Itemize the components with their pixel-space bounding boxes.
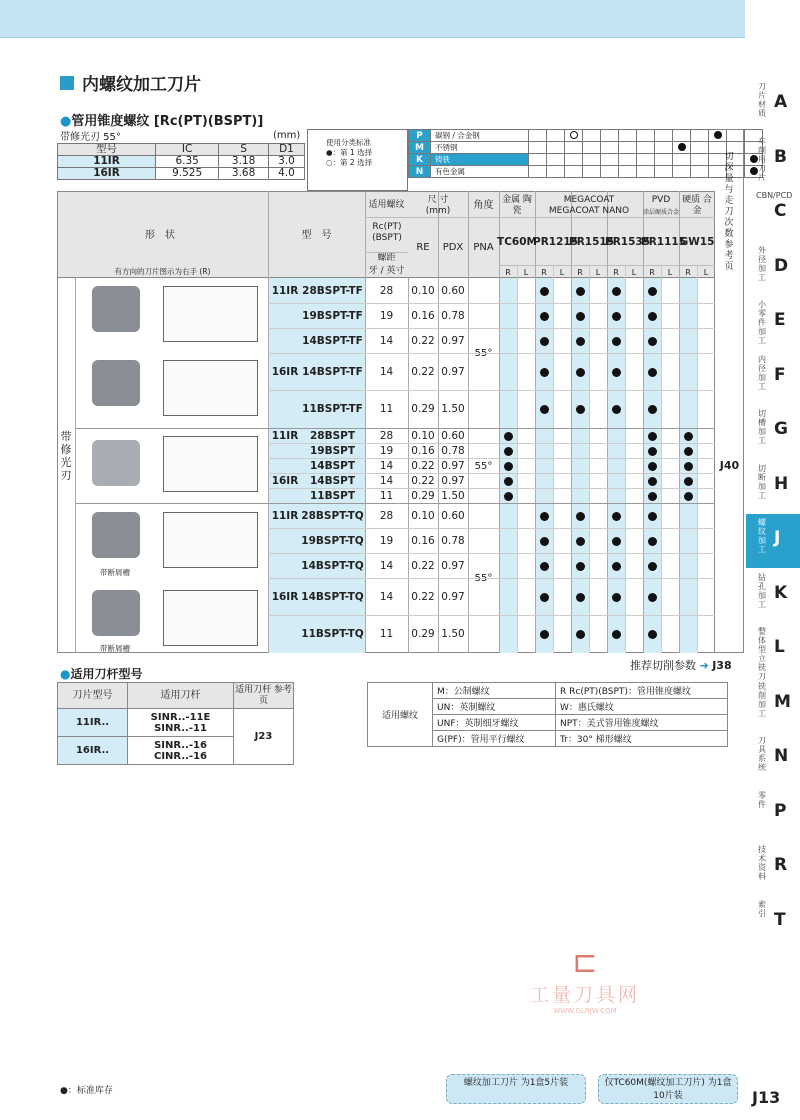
stock-dot [612,512,621,521]
pdx-value: 0.97 [441,334,465,347]
insert-photo [92,360,140,406]
group-page-ref: J40 [719,459,740,472]
side-tab-h[interactable]: 切断加工 H [758,463,789,500]
side-tab-l[interactable]: 整体型立铣刀 L [758,627,785,681]
stock-dot [648,447,657,456]
stock-dot [576,312,585,321]
unit-label: (mm) [273,130,301,141]
page-number: J13 [752,1088,781,1107]
re-value: 0.22 [411,459,435,472]
model-name: 14BSPT-TF [302,334,363,347]
stock-dot [648,562,657,571]
pdx-value: 0.60 [441,429,465,442]
stock-dot [504,432,513,441]
tpi-value: 28 [379,284,394,297]
model-name: 14BSPT-TF [302,365,363,378]
grade-header: TC60M [497,236,537,248]
stock-dot [612,337,621,346]
grade-header: GW15 [679,236,715,248]
tpi-value: 19 [379,309,394,322]
hand-label: L [559,268,565,277]
stock-dot [648,630,657,639]
pdx-value: 0.60 [441,284,465,297]
stock-dot [612,537,621,546]
hand-label: R [505,268,511,277]
hand-label: L [667,268,673,277]
header-model: 型 号 [301,230,332,241]
pack-info-pill: 仅TC60M(螺纹加工刀片) 为1盒10片装 [598,1074,738,1104]
model-name: 11BSPT-TF [302,403,363,415]
page-title: 内螺纹加工刀片 [60,70,201,95]
model-prefix: 11IR [271,284,299,297]
stock-dot [648,312,657,321]
grade-header: PR1535 [605,236,651,248]
header-shape: 形 状 [145,230,175,241]
insert-photo [92,440,140,486]
circle-open-icon [570,131,578,139]
spec-cell: 16IR [58,168,156,180]
header-size: 尺 寸 (mm) [425,195,451,216]
material-table: P 碳钢 / 合金钢 M 不锈钢 K 铸铁 N 有色金属 [408,129,763,178]
re-value: 0.10 [411,284,435,297]
pdx-value: 1.50 [441,403,465,415]
hand-label: L [523,268,529,277]
model-prefix: 11IR [271,509,299,522]
pack-info-pill: 螺纹加工刀片 为1盒5片装 [446,1074,586,1104]
stock-dot [648,593,657,602]
side-tab-n[interactable]: 刀具系统 N [758,736,789,772]
model-name: 14BSPT-TQ [301,590,364,603]
model-prefix: 11IR [271,429,299,442]
stock-dot [648,337,657,346]
stock-dot [684,432,693,441]
stock-dot [576,368,585,377]
tpi-value: 14 [379,334,394,347]
insert-diagram [163,286,258,342]
model-prefix: 16IR [271,365,299,378]
spec-cell: 3.0 [268,156,304,168]
pdx-value: 1.50 [441,489,465,502]
tpi-value: 19 [379,534,394,547]
pdx-value: 0.78 [441,534,465,547]
side-tab-a[interactable]: 刀片材质 A [758,82,788,118]
insert-photo [92,286,140,332]
model-name: 11BSPT-TQ [301,628,364,640]
stock-dot [648,368,657,377]
header-angle: 角度 [473,200,494,211]
stock-dot [612,368,621,377]
model-prefix: 16IR [271,590,299,603]
hand-label: R [685,268,691,277]
stock-dot [684,462,693,471]
stock-dot [648,492,657,501]
spec-header: 型号 [58,144,156,156]
caption: 带修光刃 55° [60,132,121,143]
hand-label: R [577,268,583,277]
dot-icon [678,143,686,151]
side-tab-f[interactable]: 内径加工 F [758,354,786,391]
stock-dot [612,287,621,296]
pdx-value: 0.97 [441,365,465,378]
tpi-value: 14 [379,474,394,487]
side-tab-p[interactable]: 零件 P [758,790,787,821]
header-right-hand: 有方向的刀片图示为右手 (R) [114,267,211,276]
bullet-icon: ● [60,114,72,129]
insert-diagram [163,360,258,416]
model-name: 14BSPT [309,474,356,487]
image-caption: 带断屑槽 [100,644,130,653]
model-name: 28BSPT-TQ [301,509,364,522]
side-tab-d[interactable]: 外径加工 D [758,245,789,282]
spec-cell: 3.18 [219,156,269,168]
stock-dot [576,630,585,639]
stock-dot [684,492,693,501]
stock-dot [648,512,657,521]
side-note: 切深量与走刀次数参考页 [724,152,734,272]
tpi-value: 11 [379,403,394,415]
stock-dot [540,537,549,546]
model-name: 28BSPT [309,429,356,442]
spec-header: S [219,144,269,156]
side-tab-g[interactable]: 切槽加工 G [758,409,788,445]
pdx-value: 0.97 [441,459,465,472]
header-re: RE [416,242,430,253]
model-name: 11BSPT [309,489,356,502]
header-pitch: 螺距 [377,253,396,263]
side-tab-c[interactable]: CBN/PCD C [756,191,793,221]
pdx-value: 0.97 [441,590,465,603]
side-column [715,129,744,653]
stock-dot [576,562,585,571]
pdx-value: 1.50 [441,628,465,640]
spec-cell: 9.525 [156,168,219,180]
section-title: ●管用锥度螺纹 [Rc(PT)(BSPT)] [60,114,264,129]
top-banner [0,0,745,38]
header-thread: 适用螺纹 [368,200,405,210]
hand-label: R [613,268,619,277]
holder-section-title: ●适用刀杆型号 [60,667,143,681]
model-name: 14BSPT [309,459,356,472]
stock-dot [576,512,585,521]
side-tabs [746,78,800,958]
hand-label: R [541,268,547,277]
stock-dot [504,447,513,456]
insert-photo [92,512,140,558]
insert-diagram [163,590,258,646]
header-pdx: PDX [442,242,464,253]
re-value: 0.22 [411,474,435,487]
re-value: 0.29 [411,403,435,415]
watermark: ⊏ 工量刀具网 WWW.GLRJW.COM [530,945,641,1015]
re-value: 0.10 [411,509,435,522]
spec-table [57,143,305,180]
pdx-value: 0.78 [441,309,465,322]
stock-dot [540,287,549,296]
stock-dot [576,405,585,414]
spec-cell: 6.35 [156,156,219,168]
re-value: 0.22 [411,365,435,378]
side-tab-r[interactable]: 技术资料 R [758,845,788,881]
stock-dot [648,477,657,486]
hand-label: L [703,268,709,277]
spec-cell: 3.68 [219,168,269,180]
bullet-icon: ● [60,667,71,681]
stock-dot [648,462,657,471]
re-value: 0.10 [411,429,435,442]
stock-dot [576,287,585,296]
spec-header: IC [156,144,219,156]
spec-cell: 11IR [58,156,156,168]
header-pvd: PVD [651,195,671,205]
holder-table: 刀片型号 适用刀杆 适用刀杆 参考页 11IR.. SINR..-11E SINR..-11 J23 16IR.. SINR..-16 CINR..-16 [57,682,294,765]
angle-value: 55° [474,461,493,472]
side-tab-b[interactable]: 车削用刀片 B [758,136,787,182]
grade-header: PR1215 [533,236,579,248]
model-name: 14BSPT-TQ [301,559,364,572]
stock-dot [648,405,657,414]
tpi-value: 28 [379,429,394,442]
stock-dot [612,405,621,414]
header-tpi: 牙 / 英寸 [368,266,405,276]
header-cermet: 金属 陶瓷 [502,195,532,216]
stock-dot [540,368,549,377]
thread-type-table: 适用螺纹 M：公制螺纹 R Rc(PT)(BSPT)：管用锥度螺纹 UN：英制螺纹 W：惠氏螺纹 UNF：英制细牙螺纹 NPT：美式管用锥度螺纹 G(PF)：管用平行螺纹 Tr：30° 梯形螺纹 [367,682,728,747]
pdx-value: 0.78 [441,444,465,457]
image-caption: 带断屑槽 [100,568,130,577]
stock-dot [612,630,621,639]
stock-dot [540,405,549,414]
stock-dot [576,337,585,346]
stock-dot [540,512,549,521]
stock-dot [576,537,585,546]
recommend-link[interactable]: 推荐切削参数 ➜ J38 [630,659,732,672]
tpi-value: 28 [379,509,394,522]
model-name: 19BSPT-TQ [301,534,364,547]
re-value: 0.16 [411,444,435,457]
header-rc: Rc(PT) (BSPT) [372,222,402,243]
stock-dot [576,593,585,602]
re-value: 0.16 [411,534,435,547]
logo-icon: ⊏ [572,945,598,980]
stock-dot [504,492,513,501]
model-name: 28BSPT-TF [302,284,363,297]
tpi-value: 14 [379,590,394,603]
stock-dot [648,287,657,296]
re-value: 0.16 [411,309,435,322]
group-label: 带修光刃 [60,430,72,482]
pdx-value: 0.60 [441,509,465,522]
side-tab-k[interactable]: 钻孔加工 K [758,572,788,609]
model-name: 19BSPT-TF [302,309,363,322]
tpi-value: 14 [379,559,394,572]
stock-dot [612,562,621,571]
tpi-value: 19 [379,444,394,457]
header-pna: PNA [473,242,494,253]
side-tab-m[interactable]: 铣削加工 M [758,681,791,718]
grade-header: PR1115 [641,236,687,248]
arrow-icon: ➜ [699,659,709,672]
tpi-value: 14 [379,365,394,378]
stock-dot [648,537,657,546]
re-value: 0.22 [411,559,435,572]
hand-label: L [631,268,637,277]
stock-dot [540,562,549,571]
stock-dot [684,447,693,456]
header-carbide: 硬质 合金 [682,195,712,216]
side-tab-e[interactable]: 小零件加工 E [758,300,786,345]
tpi-value: 14 [379,459,394,472]
re-value: 0.29 [411,628,435,640]
tpi-value: 11 [379,628,394,640]
footnote: ●：标准库存 [60,1086,113,1096]
square-icon [60,76,74,90]
stock-dot [684,477,693,486]
side-tab-j[interactable]: 螺纹加工 J [746,514,800,568]
insert-photo [92,590,140,636]
header-megacoat: MEGACOAT MEGACOAT NANO [548,195,630,216]
header-pvd-sub: 涂层硬质合金 [642,209,679,216]
hand-label: L [595,268,601,277]
side-tab-t[interactable]: 索引 T [758,899,786,930]
re-value: 0.22 [411,334,435,347]
insert-diagram [163,512,258,568]
tpi-value: 11 [379,489,394,502]
stock-dot [540,312,549,321]
spec-cell: 4.0 [268,168,304,180]
stock-dot [612,312,621,321]
stock-dot [540,337,549,346]
stock-dot [540,630,549,639]
stock-dot [540,593,549,602]
hand-label: R [649,268,655,277]
pdx-value: 0.97 [441,559,465,572]
pdx-value: 0.97 [441,474,465,487]
grade-header: PR1515 [569,236,615,248]
model-prefix: 16IR [271,474,299,487]
legend-box: 使用分类标准 ●：第 1 选择 ○：第 2 选择 [307,129,408,191]
stock-dot [504,477,513,486]
spec-header: D1 [268,144,304,156]
stock-dot [612,593,621,602]
insert-diagram [163,436,258,492]
re-value: 0.22 [411,590,435,603]
model-name: 19BSPT [309,444,356,457]
stock-dot [648,432,657,441]
re-value: 0.29 [411,489,435,502]
stock-dot [504,462,513,471]
